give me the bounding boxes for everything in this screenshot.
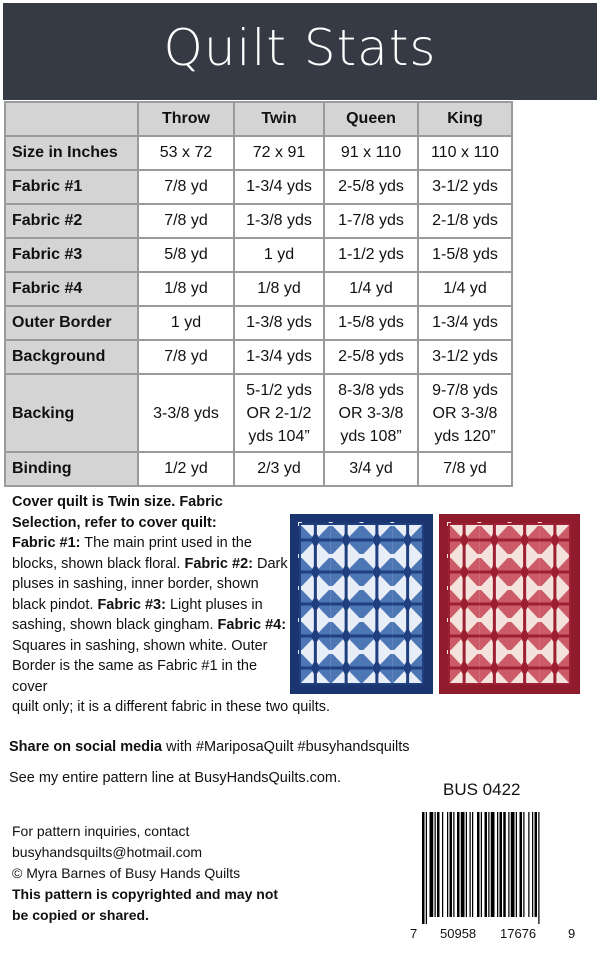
table-cell: 1-1/2 yds bbox=[324, 238, 418, 272]
fabric-3-text: Light pluses in sashing, shown black gingham. bbox=[12, 596, 263, 633]
barcode-digit-first: 7 bbox=[410, 926, 418, 941]
table-row bbox=[5, 374, 512, 452]
table-cell: 1/4 yd bbox=[324, 272, 418, 306]
table-cell: 1/4 yd bbox=[418, 272, 512, 306]
row-label: Fabric #1 bbox=[5, 170, 138, 204]
contact-info bbox=[12, 821, 278, 926]
fabric-4-label: Fabric #4: bbox=[217, 617, 287, 633]
table-cell: 5-1/2 yds OR 2-1/2 yds 104” bbox=[234, 374, 324, 452]
fabric-1-text: The main print used in the blocks, shown black floral. bbox=[12, 535, 252, 572]
table-row bbox=[5, 272, 512, 306]
pattern-line-text: See my entire pattern line at BusyHandsQuilts.com. bbox=[9, 770, 342, 786]
table-cell: 1-3/8 yds bbox=[234, 306, 324, 340]
table-cell: 1/8 yd bbox=[138, 272, 234, 306]
fabric-2-text: Dark pluses in sashing, inner border, shown black pindot. bbox=[12, 555, 288, 613]
table-cell: 1-5/8 yds bbox=[324, 306, 418, 340]
column-header: Queen bbox=[324, 102, 418, 136]
table-cell: 1 yd bbox=[234, 238, 324, 272]
table-header-row bbox=[5, 102, 512, 136]
table-cell: 72 x 91 bbox=[234, 136, 324, 170]
table-cell: 7/8 yd bbox=[138, 170, 234, 204]
row-label: Backing bbox=[5, 374, 138, 452]
table-cell: 2-1/8 yds bbox=[418, 204, 512, 238]
pattern-code: BUS 0422 bbox=[443, 780, 521, 799]
quilt-stats-table bbox=[4, 101, 513, 487]
table-cell: 2-5/8 yds bbox=[324, 170, 418, 204]
blue-quilt-image bbox=[290, 514, 433, 694]
row-label: Fabric #2 bbox=[5, 204, 138, 238]
copyright-line: © Myra Barnes of Busy Hands Quilts bbox=[12, 865, 241, 881]
table-cell: 1-3/4 yds bbox=[234, 340, 324, 374]
table-corner bbox=[5, 102, 138, 136]
column-header: King bbox=[418, 102, 512, 136]
table-cell: 3-1/2 yds bbox=[418, 170, 512, 204]
social-hashtags: with #MariposaQuilt #busyhandsquilts bbox=[162, 739, 410, 755]
table-cell: 2-5/8 yds bbox=[324, 340, 418, 374]
table-cell: 9-7/8 yds OR 3-3/8 yds 120” bbox=[418, 374, 512, 452]
table-cell: 110 x 110 bbox=[418, 136, 512, 170]
fabric-3-label: Fabric #3: bbox=[97, 596, 166, 613]
table-cell: 91 x 110 bbox=[324, 136, 418, 170]
table-cell: 3/4 yd bbox=[324, 452, 418, 486]
table-cell: 1/8 yd bbox=[234, 272, 324, 306]
barcode-digits-left: 50958 bbox=[440, 926, 477, 941]
fabric-2-label: Fabric #2: bbox=[184, 555, 253, 572]
barcode-digits-right: 17676 bbox=[500, 926, 537, 941]
description-intro: Cover quilt is Twin size. Fabric Selection, refer to cover quilt: bbox=[12, 494, 223, 531]
fabric-4-text: Squares in sashing, shown white. Outer Border is the same as Fabric #1 in the cover bbox=[12, 637, 268, 695]
table-cell: 7/8 yd bbox=[138, 340, 234, 374]
table-row bbox=[5, 452, 512, 486]
social-media-line bbox=[9, 739, 410, 755]
table-cell: 7/8 yd bbox=[418, 452, 512, 486]
row-label: Size in Inches bbox=[5, 136, 138, 170]
table-cell: 7/8 yd bbox=[138, 204, 234, 238]
table-cell: 1-3/4 yds bbox=[234, 170, 324, 204]
table-cell: 1 yd bbox=[138, 306, 234, 340]
row-label: Fabric #4 bbox=[5, 272, 138, 306]
fabric-description bbox=[12, 492, 331, 718]
contact-line: For pattern inquiries, contact bbox=[12, 823, 190, 839]
table-cell: 8-3/8 yds OR 3-3/8 yds 108” bbox=[324, 374, 418, 452]
table-row bbox=[5, 136, 512, 170]
copyright-notice: This pattern is copyrighted and may not bbox=[12, 886, 279, 902]
table-cell: 2/3 yd bbox=[234, 452, 324, 486]
table-cell: 1-5/8 yds bbox=[418, 238, 512, 272]
table-row bbox=[5, 204, 512, 238]
table-cell: 1/2 yd bbox=[138, 452, 234, 486]
contact-email: busyhandsquilts@hotmail.com bbox=[12, 844, 203, 860]
social-label: Share on social media bbox=[9, 739, 163, 755]
table-cell: 3-3/8 yds bbox=[138, 374, 234, 452]
table-cell: 5/8 yd bbox=[138, 238, 234, 272]
row-label: Outer Border bbox=[5, 306, 138, 340]
table-cell: 53 x 72 bbox=[138, 136, 234, 170]
barcode-digit-last: 9 bbox=[568, 926, 576, 941]
table-row bbox=[5, 306, 512, 340]
column-header: Twin bbox=[234, 102, 324, 136]
table-row bbox=[5, 340, 512, 374]
table-row bbox=[5, 238, 512, 272]
row-label: Fabric #3 bbox=[5, 238, 138, 272]
table-cell: 3-1/2 yds bbox=[418, 340, 512, 374]
description-ending: quilt only; it is a different fabric in these two quilts. bbox=[12, 699, 331, 715]
barcode-image bbox=[410, 810, 580, 925]
table-cell: 1-7/8 yds bbox=[324, 204, 418, 238]
row-label: Background bbox=[5, 340, 138, 374]
copyright-notice-2: be copied or shared. bbox=[12, 907, 149, 923]
row-label: Binding bbox=[5, 452, 138, 486]
fabric-1-label: Fabric #1: bbox=[12, 535, 81, 551]
table-cell: 1-3/4 yds bbox=[418, 306, 512, 340]
table-cell: 1-3/8 yds bbox=[234, 204, 324, 238]
table-row bbox=[5, 170, 512, 204]
column-header: Throw bbox=[138, 102, 234, 136]
page-title: Quilt Stats bbox=[3, 3, 597, 100]
red-quilt-image bbox=[439, 514, 580, 694]
